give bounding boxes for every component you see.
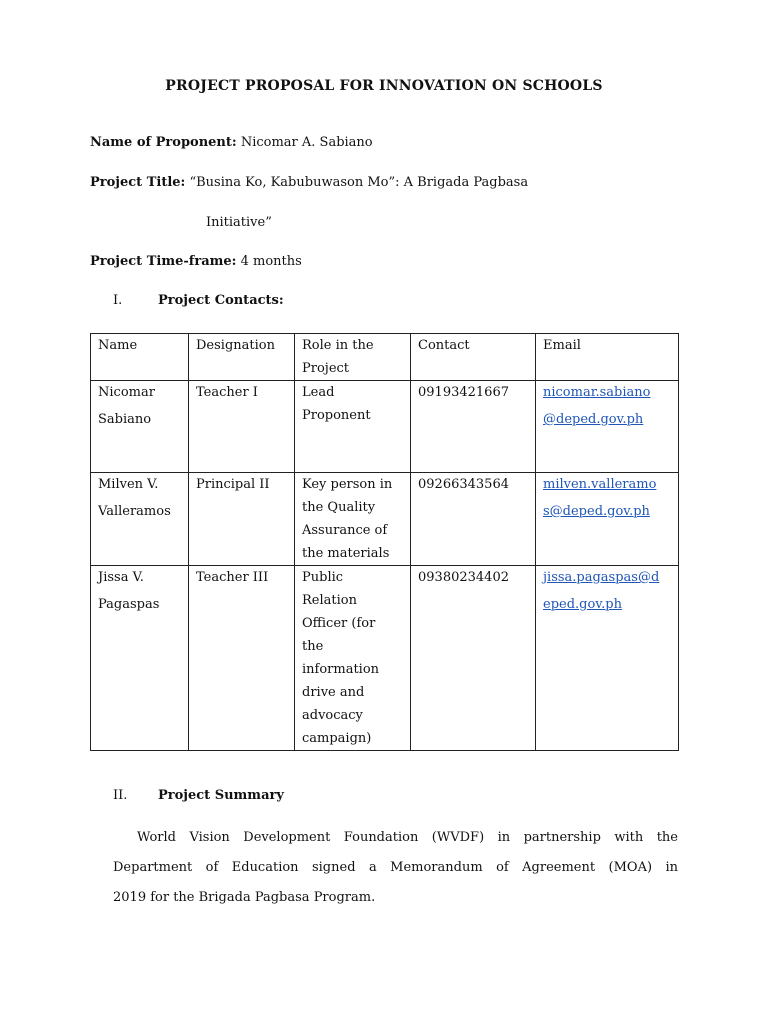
document-title: PROJECT PROPOSAL FOR INNOVATION ON SCHOOLS <box>165 78 603 94</box>
cell-contact: 09193421667 <box>411 381 536 473</box>
summary-paragraph <box>113 823 678 913</box>
cell-designation: Principal II <box>189 473 295 566</box>
timeframe-value: 4 months <box>240 254 302 269</box>
header-role: Role in the Project <box>295 334 411 381</box>
cell-role: Lead Proponent <box>295 381 411 473</box>
section-title: Project Summary <box>158 788 284 803</box>
cell-contact: 09380234402 <box>411 566 536 751</box>
cell-email[interactable] <box>536 566 679 751</box>
project-title-continuation: Initiative” <box>206 215 272 230</box>
email-link[interactable]: milven.valleramo <box>543 477 657 492</box>
header-email: Email <box>536 334 679 381</box>
summary-line: World Vision Development Foundation (WVDF) in partnership with the <box>137 830 678 845</box>
cell-designation: Teacher III <box>189 566 295 751</box>
cell-role: Key person in the Quality Assurance of the materials <box>295 473 411 566</box>
cell-role: Public Relation Officer (for the information drive and advocacy campaign) <box>295 566 411 751</box>
header-contact: Contact <box>411 334 536 381</box>
email-link-continuation[interactable]: @deped.gov.ph <box>543 412 644 427</box>
email-link[interactable]: nicomar.sabiano <box>543 385 651 400</box>
project-title-line <box>90 175 528 190</box>
proponent-line <box>90 135 373 150</box>
project-title-label: Project Title: <box>90 175 186 190</box>
cell-email[interactable] <box>536 473 679 566</box>
cell-email[interactable] <box>536 381 679 473</box>
proponent-label: Name of Proponent: <box>90 135 237 150</box>
cell-name: Milven V. Valleramos <box>91 473 189 566</box>
cell-designation: Teacher I <box>189 381 295 473</box>
header-name: Name <box>91 334 189 381</box>
section-title: Project Contacts: <box>158 293 284 308</box>
table-row <box>91 473 679 566</box>
email-link[interactable]: jissa.pagaspas@d <box>543 570 660 585</box>
header-designation: Designation <box>189 334 295 381</box>
cell-name: Nicomar Sabiano <box>91 381 189 473</box>
section-number: I. <box>113 293 123 308</box>
email-link-continuation[interactable]: s@deped.gov.ph <box>543 504 650 519</box>
proponent-value: Nicomar A. Sabiano <box>240 135 373 150</box>
timeframe-label: Project Time-frame: <box>90 254 237 269</box>
email-link-continuation[interactable]: eped.gov.ph <box>543 597 622 612</box>
summary-line: Department of Education signed a Memorandum of Agreement (MOA) in <box>113 860 678 875</box>
table-row <box>91 381 679 473</box>
timeframe-line <box>90 254 302 269</box>
cell-contact: 09266343564 <box>411 473 536 566</box>
summary-line: 2019 for the Brigada Pagbasa Program. <box>113 890 376 905</box>
table-header-row <box>91 334 679 381</box>
cell-name: Jissa V. Pagaspas <box>91 566 189 751</box>
section-number: II. <box>113 788 128 803</box>
table-row <box>91 566 679 751</box>
project-title-value: “Busina Ko, Kabubuwason Mo”: A Brigada Pagbasa <box>189 175 529 190</box>
contacts-table <box>90 333 679 751</box>
